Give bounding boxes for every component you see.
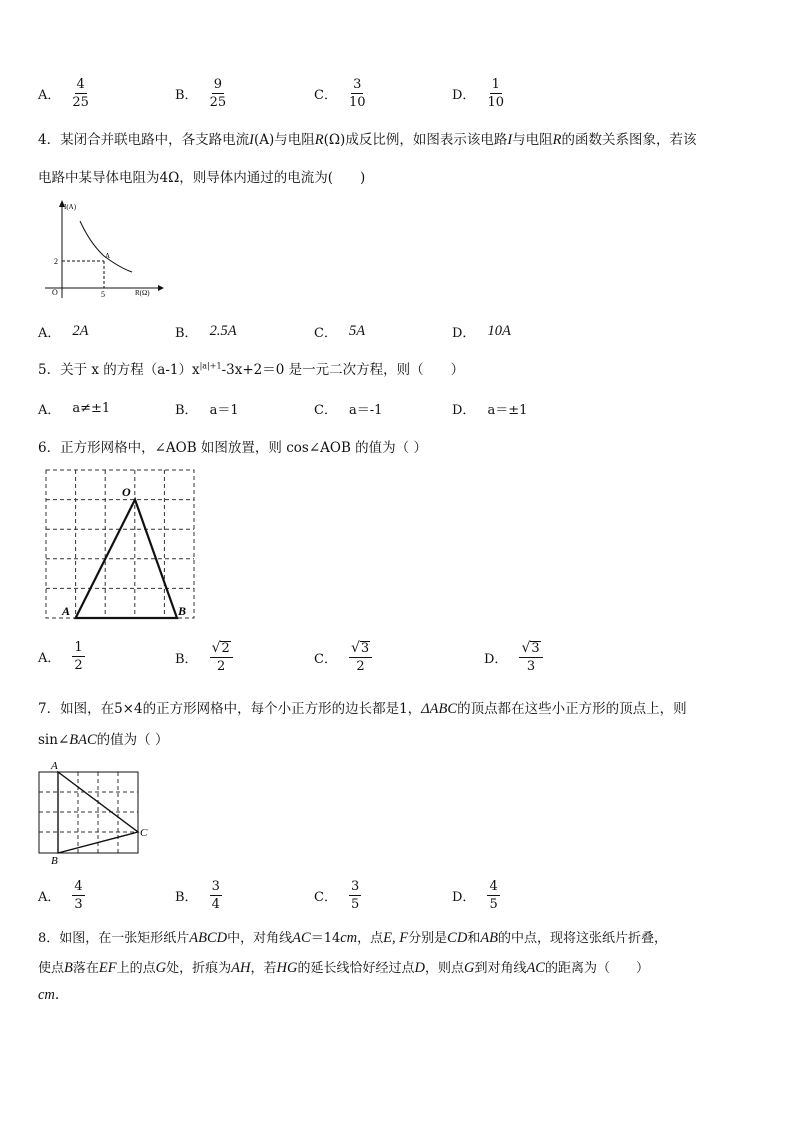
q8-stem-line2: 使点B落在EF上的点G处，折痕为AH，若HG的延长线恰好经过点D，则点G到对角线AC的距离为（ ） bbox=[38, 960, 649, 976]
q8-stem-line3: cm. bbox=[38, 987, 60, 1003]
fraction: $\frac{3}{4}$ bbox=[211, 879, 220, 912]
q7-stem-line1: 7．如图，在5×4的正方形网格中，每个小正方形的边长都是1，ΔABC的顶点都在这些小正方形的顶点上，则 bbox=[38, 701, 687, 717]
q4-option-c[interactable]: C． 5A bbox=[314, 323, 366, 341]
vertex-a-label: A bbox=[62, 604, 71, 618]
fraction: $\frac{9}{25}$ bbox=[209, 77, 227, 110]
fraction: $\frac{1}{10}$ bbox=[487, 77, 504, 110]
option-label: B． bbox=[175, 88, 198, 103]
x-axis-label: R(Ω) bbox=[135, 289, 150, 297]
q4-stem-line1: 4．某闭合并联电路中，各支路电流I(A)与电阻R(Ω)成反比例，如图表示该电路I与电阻R的函数关系图象，若该 bbox=[38, 132, 697, 148]
q7-option-b[interactable]: B． $\frac{3}{4}$ bbox=[175, 879, 220, 912]
q7-option-c[interactable]: C． $\frac{3}{5}$ bbox=[314, 879, 360, 912]
vertex-b-label: B bbox=[178, 604, 187, 618]
y-tick-label: 2 bbox=[54, 257, 58, 266]
x-axis-arrow bbox=[158, 285, 164, 291]
q5-stem: 5．关于 x 的方程$(a-1)x^{|a|+1}-3x+2=0$ 是一元二次方程，则（ ） bbox=[38, 361, 465, 378]
vertex-o-label: O bbox=[122, 485, 131, 499]
vertex-c-label: C bbox=[140, 827, 148, 839]
fraction: √ 3 2 bbox=[349, 641, 372, 673]
q7-grid-figure bbox=[36, 758, 154, 866]
hyperbola-curve bbox=[80, 221, 132, 272]
sqrt-symbol: √ 3 bbox=[521, 640, 540, 656]
option-label: A． bbox=[38, 88, 61, 103]
sqrt-symbol: √ 2 bbox=[211, 640, 230, 656]
vertex-b-label: B bbox=[51, 855, 58, 866]
fraction: $\frac{3}{5}$ bbox=[350, 879, 360, 912]
q5-option-d[interactable]: D． a＝±1 bbox=[452, 403, 528, 418]
q7-stem-line2: sin∠BAC的值为（ ） bbox=[38, 732, 169, 748]
q6-option-d[interactable]: D． √ 3 3 bbox=[484, 641, 543, 673]
exponent: |a|+1 bbox=[199, 361, 222, 371]
q4-option-d[interactable]: D． 10A bbox=[452, 323, 511, 341]
fraction: $\frac{4}{5}$ bbox=[489, 879, 498, 912]
dashed-grid bbox=[46, 470, 194, 618]
vertex-a-label: A bbox=[51, 760, 58, 772]
q7-option-a[interactable]: A． $\frac{4}{3}$ bbox=[38, 879, 83, 912]
y-axis-label: I(A) bbox=[64, 203, 77, 211]
fraction: $\frac{3}{10}$ bbox=[348, 77, 366, 110]
point-a-label: A bbox=[105, 252, 111, 260]
q4-stem-line2: 电路中某导体电阻为4Ω，则导体内通过的电流为( ) bbox=[38, 170, 366, 186]
x-tick-label: 5 bbox=[101, 290, 105, 299]
q3-option-d[interactable] bbox=[452, 78, 504, 109]
q5-option-b[interactable]: B． a＝1 bbox=[175, 403, 239, 418]
q6-option-b[interactable]: B． √ 2 2 bbox=[175, 641, 233, 673]
sqrt-symbol: √ 3 bbox=[350, 640, 370, 656]
q3-option-b[interactable] bbox=[175, 78, 226, 109]
q6-stem: 6．正方形网格中，∠AOB 如图放置，则 cos∠AOB 的值为（ ） bbox=[38, 440, 427, 456]
q6-grid-figure bbox=[40, 466, 200, 624]
q6-option-c[interactable]: C． √ 3 2 bbox=[314, 641, 372, 673]
q6-option-a[interactable]: A． $\frac{1}{2}$ bbox=[38, 640, 83, 673]
q3-option-c[interactable] bbox=[314, 78, 366, 109]
fraction: √ 2 2 bbox=[210, 641, 233, 673]
q4-inverse-graph bbox=[40, 198, 165, 303]
q5-option-c[interactable]: C． a＝-1 bbox=[314, 403, 383, 418]
option-label: D． bbox=[452, 88, 476, 103]
origin-label: O bbox=[52, 288, 58, 297]
fraction: $\frac{4}{3}$ bbox=[74, 879, 83, 912]
q4-option-a[interactable]: A． 2A bbox=[38, 323, 89, 341]
fraction: $\frac{1}{2}$ bbox=[74, 640, 83, 673]
dashed-grid bbox=[39, 772, 138, 853]
q3-option-a[interactable] bbox=[38, 78, 89, 109]
option-label: C． bbox=[314, 88, 337, 103]
q4-option-b[interactable]: B． 2.5A bbox=[175, 323, 237, 341]
fraction: √ 3 3 bbox=[519, 641, 542, 673]
q8-stem-line1: 8．如图，在一张矩形纸片ABCD中，对角线AC＝14cm，点E, F分别是CD和AB的中点，现将这张纸片折叠， bbox=[38, 930, 668, 946]
q7-option-d[interactable]: D． $\frac{4}{5}$ bbox=[452, 879, 498, 912]
q5-option-a[interactable]: A． a≠±1 bbox=[38, 401, 111, 418]
fraction: $\frac{4}{25}$ bbox=[72, 77, 89, 110]
